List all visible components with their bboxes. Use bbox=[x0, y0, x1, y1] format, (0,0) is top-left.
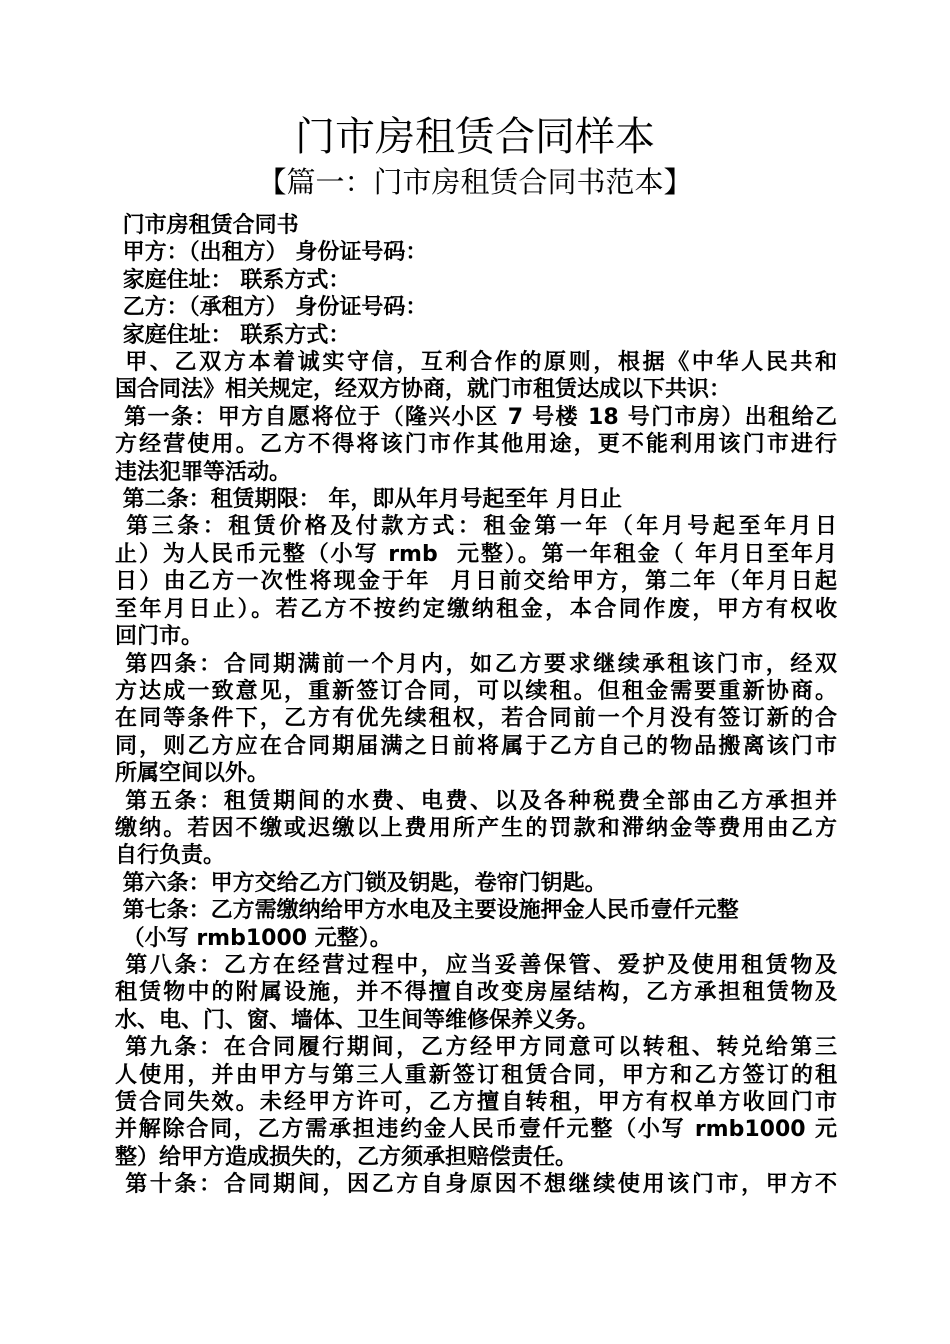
contract-line: 并解除合同，乙方需承担违约金人民币壹仟元整（小写 rmb1000 元 bbox=[115, 1117, 837, 1143]
contract-line: 所属空间以外。 bbox=[115, 761, 270, 787]
document-subtitle: 【篇一：门市房租赁合同书范本】 bbox=[257, 165, 693, 199]
contract-line: 缴纳。若因不缴或迟缴以上费用所产生的罚款和滞纳金等费用由乙方 bbox=[115, 815, 837, 841]
contract-line: 家庭住址： 联系方式： bbox=[115, 322, 351, 348]
contract-line: 自行负责。 bbox=[115, 843, 226, 869]
contract-line: 同，则乙方应在合同期届满之日前将属于乙方自己的物品搬离该门市 bbox=[115, 733, 837, 759]
contract-line: 门市房租赁合同书 bbox=[115, 213, 299, 238]
contract-line: 第五条：租赁期间的水费、电费、以及各种税费全部由乙方承担并 bbox=[115, 788, 837, 814]
contract-line: 水、电、门、窗、墙体、卫生间等维修保养义务。 bbox=[115, 1007, 600, 1033]
contract-line: 第九条：在合同履行期间，乙方经甲方同意可以转租、转兑给第三 bbox=[115, 1035, 837, 1061]
contract-line: 方达成一致意见，重新签订合同，可以续租。但租金需要重新协商。 bbox=[115, 678, 837, 704]
contract-line: 第一条：甲方自愿将位于（隆兴小区 7 号楼 18 号门市房）出租给乙 bbox=[115, 404, 837, 430]
contract-line: 在同等条件下，乙方有优先续租权，若合同前一个月没有签订新的合 bbox=[115, 706, 837, 732]
contract-line: 赁合同失效。未经甲方许可，乙方擅自转租，甲方有权单方收回门市 bbox=[115, 1090, 837, 1115]
contract-line: 租赁物中的附属设施，并不得擅自改变房屋结构，乙方承担租赁物及 bbox=[115, 980, 837, 1006]
contract-line: 国合同法》相关规定，经双方协商，就门市租赁达成以下共识： bbox=[115, 377, 732, 403]
contract-line: 整）给甲方造成损失的，乙方须承担赔偿责任。 bbox=[115, 1144, 578, 1170]
contract-line: 家庭住址： 联系方式： bbox=[115, 267, 351, 293]
contract-line: 日）由乙方一次性将现金于年 月日前交给甲方，第二年（年月日起 bbox=[115, 569, 837, 595]
contract-line: 人使用，并由甲方与第三人重新签订租赁合同，甲方和乙方签订的租 bbox=[115, 1062, 837, 1088]
contract-line: 第二条：租赁期限： 年，即从年月号起至年 月日止 bbox=[115, 487, 622, 513]
contract-line: 回门市。 bbox=[115, 624, 204, 650]
contract-line: 方经营使用。乙方不得将该门市作其他用途，更不能利用该门市进行 bbox=[115, 432, 837, 458]
document-title: 门市房租赁合同样本 bbox=[295, 114, 655, 160]
contract-line: 乙方：（承租方） 身份证号码： bbox=[115, 295, 428, 321]
contract-line: 第四条：合同期满前一个月内，如乙方要求继续承租该门市，经双 bbox=[115, 651, 837, 677]
contract-line: 第八条：乙方在经营过程中，应当妥善保管、爱护及使用租赁物及 bbox=[115, 952, 837, 978]
contract-line: 第六条：甲方交给乙方门锁及钥匙，卷帘门钥匙。 bbox=[115, 870, 607, 896]
contract-line: （小写 rmb1000 元整）。 bbox=[115, 925, 392, 951]
contract-line: 止）为人民币元整（小写 rmb 元整）。第一年租金（ 年月日至年月 bbox=[115, 541, 837, 567]
contract-line: 甲、乙双方本着诚实守信，互利合作的原则，根据《中华人民共和 bbox=[115, 350, 837, 376]
contract-line: 第三条：租赁价格及付款方式：租金第一年（年月号起至年月日 bbox=[115, 514, 837, 540]
contract-line: 第七条：乙方需缴纳给甲方水电及主要设施押金人民币壹仟元整 bbox=[115, 898, 739, 924]
contract-line: 第十条：合同期间，因乙方自身原因不想继续使用该门市，甲方不 bbox=[115, 1172, 837, 1198]
contract-body bbox=[115, 212, 837, 1199]
contract-line: 至年月日止）。若乙方不按约定缴纳租金，本合同作废，甲方有权收 bbox=[115, 596, 837, 622]
contract-line: 违法犯罪等活动。 bbox=[115, 459, 292, 485]
contract-line: 甲方：（出租方） 身份证号码： bbox=[115, 240, 428, 266]
